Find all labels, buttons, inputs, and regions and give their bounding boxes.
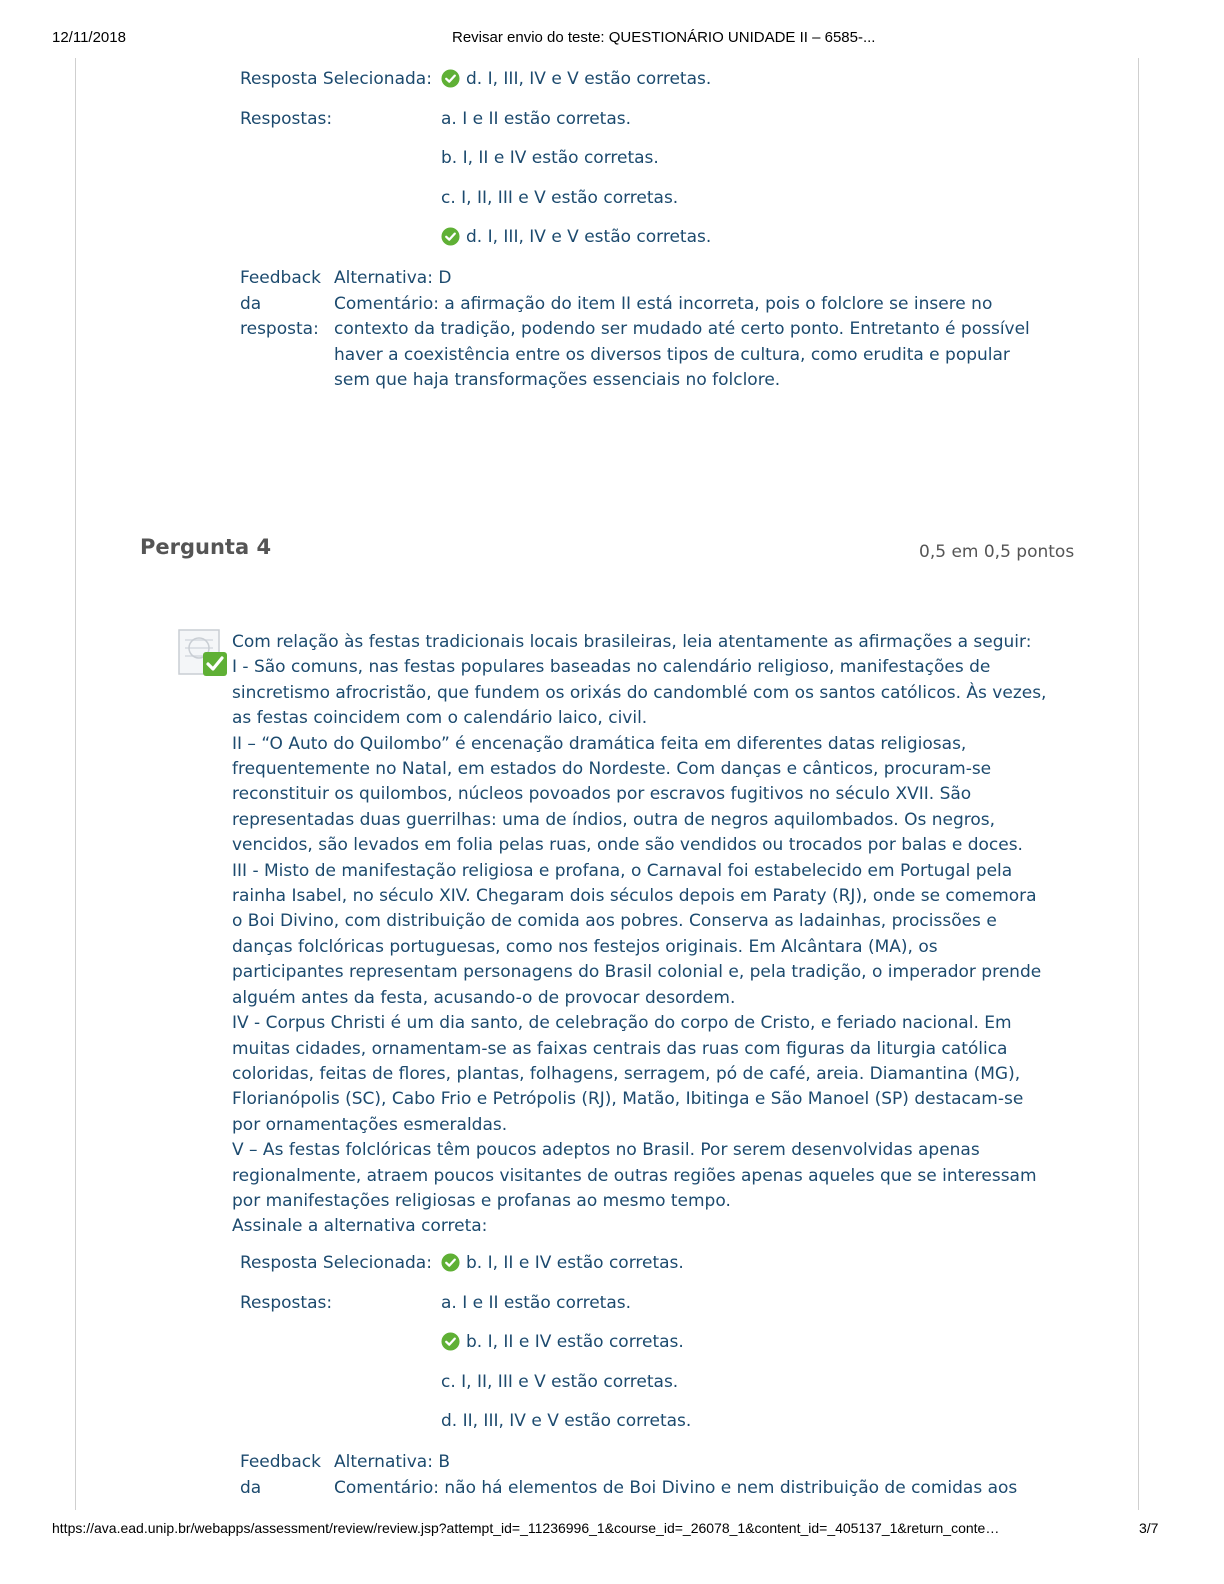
selected-answer-text: b. I, II e IV estão corretas. (466, 1253, 684, 1273)
answers-label: Respostas: (240, 1293, 333, 1313)
selected-answer (441, 1253, 684, 1273)
statement-item-v: V – As festas folclóricas têm poucos adeptos no Brasil. Por serem desenvolvidas apenas regionalmente, atraem poucos visitantes de outras regiões apenas aqueles que se interessam por manifestações religiosas e profanas ao mesmo tempo. (232, 1140, 1037, 1211)
correct-check-icon (441, 69, 460, 88)
feedback-text (334, 1450, 1044, 1501)
correct-check-icon (441, 1253, 460, 1272)
question-statement (232, 630, 1052, 1240)
answer-option-b: b. I, II e IV estão corretas. (441, 148, 659, 168)
feedback-comment: Comentário: não há elementos de Boi Divino e nem distribuição de comidas aos (334, 1477, 1018, 1498)
statement-intro: Com relação às festas tradicionais locais brasileiras, leia atentamente as afirmações a seguir: (232, 632, 1032, 652)
feedback-label: Feedback da (240, 1452, 321, 1498)
feedback-label: Feedback da resposta: (240, 268, 321, 339)
print-footer (0, 1520, 1224, 1540)
print-date: 12/11/2018 (52, 29, 126, 46)
print-page-title: Revisar envio do teste: QUESTIONÁRIO UNIDADE II – 6585-... (452, 29, 876, 46)
statement-item-i: I - São comuns, nas festas populares baseadas no calendário religioso, manifestações de sincretismo afrocristão, que fundem os orixás do candomblé com os santos católicos. Às vezes, as festas coincidem com o calendário laico, civil. (232, 657, 1047, 729)
statement-item-ii: II – “O Auto do Quilombo” é encenação dramática feita em diferentes datas religiosas, frequentemente no Natal, em estados do Nordeste. Com danças e cânticos, procuram-se reconstituir os quilombos, núcleos povoados por escravos fugitivos no século XVII. São representadas duas guerrilhas: uma de índios, outra de negros aquilombados. Os negros, vencidos, são levados em folia pelas ruas, onde são vendidos ou trocados por balas e doces. (232, 733, 1023, 856)
feedback-text (334, 266, 1044, 394)
feedback-alternative: Alternativa: D (334, 268, 452, 288)
feedback-alternative: Alternativa: B (334, 1452, 451, 1472)
correct-check-icon (177, 628, 229, 678)
selected-answer-label: Resposta Selecionada: (240, 1253, 432, 1273)
selected-answer (441, 69, 711, 89)
feedback-comment: Comentário: a afirmação do item II está incorreta, pois o folclore se insere no contexto da tradição, podendo ser mudado até certo ponto. Entretanto é possível haver a coexistência entre os diversos tipos de cultura, como erudita e popular sem que haja transformações essenciais no folclore. (334, 293, 1030, 390)
page-number: 3/7 (1139, 1520, 1159, 1536)
answer-option-d (441, 227, 711, 247)
print-url: https://ava.ead.unip.br/webapps/assessment/review/review.jsp?attempt_id=_11236996_1&course_id=_26078_1&content_id=_405137_1&return_conte… (52, 1520, 1000, 1536)
selected-answer-text: d. I, III, IV e V estão corretas. (466, 69, 712, 89)
correct-check-icon (441, 227, 460, 246)
question-points: 0,5 em 0,5 pontos (919, 542, 1075, 562)
answer-option-a: a. I e II estão corretas. (441, 1293, 631, 1313)
statement-item-iii: III - Misto de manifestação religiosa e profana, o Carnaval foi estabelecido em Portugal pela rainha Isabel, no século XIV. Chegaram dois séculos depois em Paraty (RJ), onde se comemora o Boi Divino, com distribuição de comida aos pobres. Conserva as ladainhas, procissões e danças folclóricas portuguesas, como nos festejos originais. Em Alcântara (MA), os participantes representam personagens do Brasil colonial e, pela tradição, o imperador prende alguém antes da festa, acusando-o de provocar desordem. (232, 860, 1042, 1008)
statement-instruction: Assinale a alternativa correta: (232, 1216, 488, 1237)
correct-check-icon (441, 1332, 460, 1351)
answer-option-b-text: b. I, II e IV estão corretas. (466, 1332, 684, 1352)
answer-option-d: d. II, III, IV e V estão corretas. (441, 1411, 692, 1431)
print-header (0, 29, 1224, 49)
answer-option-a: a. I e II estão corretas. (441, 109, 631, 129)
selected-answer-label: Resposta Selecionada: (240, 69, 432, 89)
statement-item-iv: IV - Corpus Christi é um dia santo, de celebração do corpo de Cristo, e feriado nacional. Em muitas cidades, ornamentam-se as faixas centrais das ruas com figuras da liturgia católica coloridas, feitas de flores, plantas, folhagens, serragem, pó de café, areia. Diamantina (MG), Florianópolis (SC), Cabo Frio e Petrópolis (RJ), Matão, Ibitinga e São Manoel (SP) destacam-se por ornamentações esmeraldas. (232, 1013, 1024, 1135)
answer-option-c: c. I, II, III e V estão corretas. (441, 188, 679, 208)
answer-option-b (441, 1332, 684, 1352)
question-title: Pergunta 4 (140, 535, 272, 559)
answers-label: Respostas: (240, 109, 333, 129)
answer-option-d-text: d. I, III, IV e V estão corretas. (466, 227, 712, 247)
answer-option-c: c. I, II, III e V estão corretas. (441, 1372, 679, 1392)
